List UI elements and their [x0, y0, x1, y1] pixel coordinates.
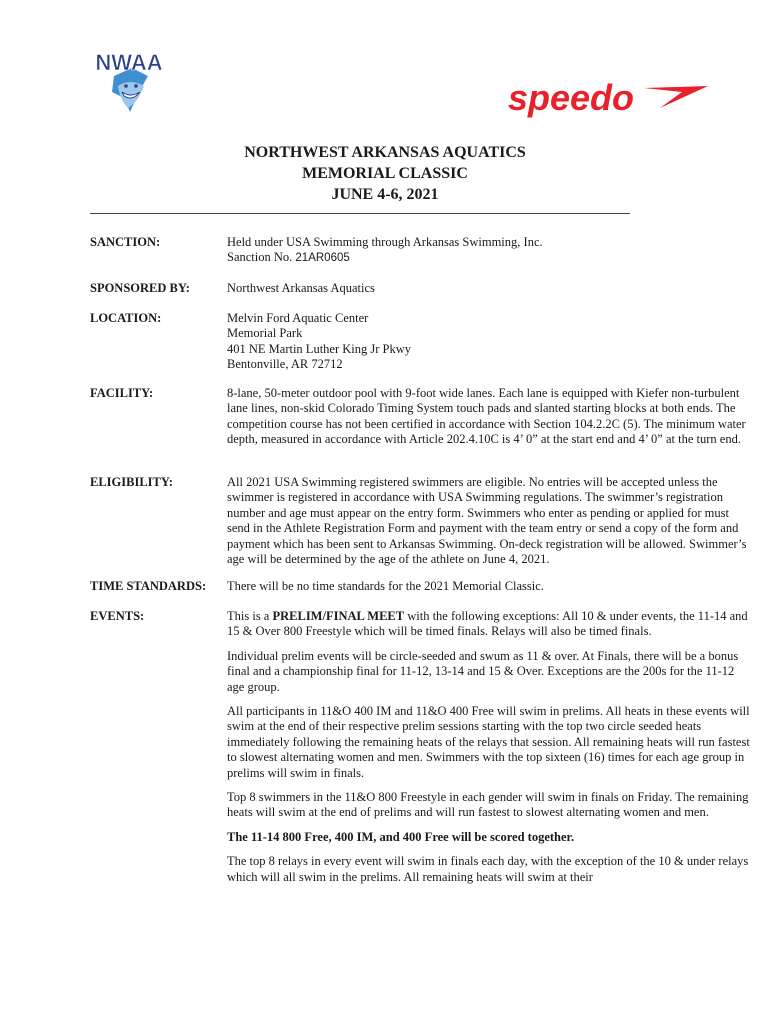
events-paragraph-1 — [227, 609, 750, 640]
nwaa-logo-text: NWAA — [95, 50, 163, 75]
sanction-label: SANCTION: — [90, 235, 161, 249]
sponsored-content: Northwest Arkansas Aquatics — [227, 281, 375, 295]
title-line-3: JUNE 4-6, 2021 — [331, 186, 439, 203]
events-paragraph-2: Individual prelim events will be circle-seeded and swum as 11 & over. At Finals, there will be a bonus final and a championship final for 11-12, 13-14 and 15 & Over. Exceptions are the 200s for the 11-12 age group. — [227, 648, 739, 694]
nwaa-logo — [88, 46, 170, 120]
sanction-section — [90, 235, 750, 267]
events-p1-suffix: with the following exceptions: All 10 & under events, the 11-14 and 15 & Over 800 Freestyle which will be timed finals. Relays will also be timed finals. — [227, 609, 748, 639]
location-label: LOCATION: — [90, 311, 162, 325]
events-label: EVENTS: — [90, 609, 145, 623]
sanction-line-2 — [227, 250, 750, 266]
facility-label: FACILITY: — [90, 386, 154, 400]
location-content — [227, 311, 750, 373]
time-standards-label: TIME STANDARDS: — [90, 579, 207, 593]
location-line: Bentonville, AR 72712 — [227, 357, 343, 372]
events-p1-bold: PRELIM/FINAL MEET — [272, 609, 405, 623]
facility-content: 8-lane, 50-meter outdoor pool with 9-foot wide lanes. Each lane is equipped with Kiefer non-turbulent lane lines, non-skid Colorado Timing System touch pads and slanted starting blocks at both ends. The competition course has not been certified in accordance with Section 104.2.2C (5). The minimum water depth, measured in accordance with Article 202.4.10C is 4’ 0” at the start end and 4’ 0” at the turn end. — [227, 386, 746, 447]
events-paragraph-3: All participants in 11&O 400 IM and 11&O 400 Free will swim in prelims. All heats in these events will swim at the end of their respective prelim sessions starting with the top two circle seeded heats immediately following the remaining heats of the relays that session. All remaining heats will run fastest to slowest alternating women and men. Swimmers with the top sixteen (16) times for each age group in prelims will swim in finals. — [227, 704, 750, 780]
events-paragraph-5 — [227, 830, 750, 845]
location-line: Memorial Park — [227, 326, 303, 341]
sanction-content — [227, 235, 750, 267]
eligibility-content: All 2021 USA Swimming registered swimmers are eligible. No entries will be accepted unless the swimmer is registered in accordance with USA Swimming regulations. The swimmer’s registration number and age must appear on the entry form. Swimmers who enter as pending or applied for must send in the Athlete Registration Form and payment with the team entry or send a copy of the form and payment which has been sent to Arkansas Swimming. On-deck registration will be allowed. Swimmer’s age will be determined by the age of the athlete on June 4, 2021. — [227, 475, 747, 567]
facility-section — [90, 386, 750, 448]
title-divider — [90, 213, 630, 214]
eligibility-label: ELIGIBILITY: — [90, 475, 173, 489]
events-paragraph-4: Top 8 swimmers in the 11&O 800 Freestyle in each gender will swim in finals on Friday. The remaining heats will swim at the end of prelims and will run fastest to slowest alternating women and men. — [227, 790, 749, 820]
events-content — [227, 609, 750, 885]
events-p1-prefix: This is a — [227, 609, 273, 623]
speedo-logo — [506, 78, 710, 120]
speedo-boomerang-icon — [644, 86, 708, 108]
shark-eye-shape-2 — [134, 84, 138, 88]
time-standards-section — [90, 579, 750, 594]
events-section — [90, 609, 750, 894]
sponsored-label: SPONSORED BY: — [90, 281, 190, 295]
sanction-prefix: Sanction No. — [227, 250, 296, 265]
eligibility-section — [90, 475, 750, 567]
document-title — [90, 142, 680, 205]
speedo-logo-text: speedo — [508, 78, 635, 118]
events-paragraph-6: The top 8 relays in every event will swim in finals each day, with the exception of the 10 & under relays which will all swim in the prelims. All remaining heats will swim at their — [227, 854, 749, 884]
location-line: 401 NE Martin Luther King Jr Pkwy — [227, 341, 412, 356]
title-line-1: NORTHWEST ARKANSAS AQUATICS — [244, 144, 526, 161]
title-line-2: MEMORIAL CLASSIC — [302, 165, 468, 182]
sanction-number: 21AR0605 — [295, 252, 350, 265]
sponsored-section — [90, 281, 750, 296]
sanction-line-1: Held under USA Swimming through Arkansas Swimming, Inc. — [227, 235, 543, 249]
events-p5-bold: The 11-14 800 Free, 400 IM, and 400 Free will be scored together. — [227, 829, 575, 844]
location-section — [90, 311, 750, 373]
time-standards-content: There will be no time standards for the 2021 Memorial Classic. — [227, 579, 544, 593]
location-line: Melvin Ford Aquatic Center — [227, 311, 369, 325]
shark-eye-shape — [124, 84, 128, 88]
